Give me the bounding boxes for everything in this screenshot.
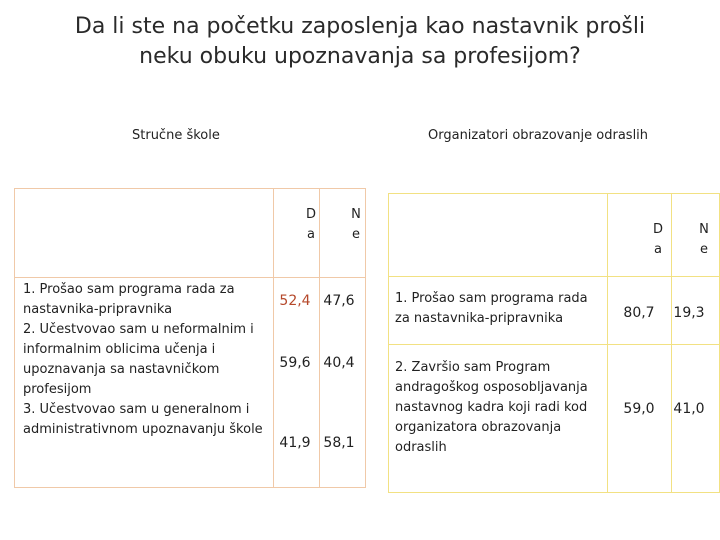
page-title (40, 12, 680, 72)
right-r1-da: 80,7 (623, 305, 655, 321)
right-row-1-label: 1. Prošao sam programa rada za nastavnika-pripravnika (395, 291, 588, 326)
title-line-1: Da li ste na početku zaposlenja kao nastavnik prošli (74, 14, 646, 39)
right-col-ne-header: N e (699, 222, 709, 257)
left-r3-ne: 58,1 (323, 435, 355, 451)
left-r2-da: 59,6 (279, 355, 311, 371)
left-col-da-header: D a (305, 207, 316, 242)
left-items-cell (23, 280, 267, 440)
left-r3-da: 41,9 (279, 435, 311, 451)
right-heading: Organizatori obrazovanje odraslih (428, 128, 649, 143)
left-col-ne-header: N e (351, 207, 361, 242)
right-r2-ne: 41,0 (673, 401, 705, 417)
right-col-da-header: D a (652, 222, 663, 257)
left-item-1: 1. Prošao sam programa rada za nastavnika-pripravnika (23, 282, 235, 317)
right-r1-ne: 19,3 (673, 305, 705, 321)
left-item-3: 3. Učestvovao sam u generalnom i administrativnom upoznavanju škole (23, 402, 263, 437)
left-r1-ne: 47,6 (323, 293, 355, 309)
left-r1-da: 52,4 (279, 293, 311, 309)
right-table (388, 193, 720, 493)
left-r2-ne: 40,4 (323, 355, 355, 371)
right-r2-da: 59,0 (623, 401, 655, 417)
title-line-2: neku obuku upoznavanja sa profesijom? (139, 44, 581, 69)
left-heading: Stručne škole (132, 128, 220, 143)
left-item-2: 2. Učestvovao sam u neformalnim i informalnim oblicima učenja i upoznavanja sa nastavničkom profesijom (23, 322, 254, 397)
right-row-2-label: 2. Završio sam Program andragoškog osposobljavanja nastavnog kadra koji radi kod organizatora obrazovanja odraslih (395, 360, 588, 455)
left-table (14, 188, 366, 488)
